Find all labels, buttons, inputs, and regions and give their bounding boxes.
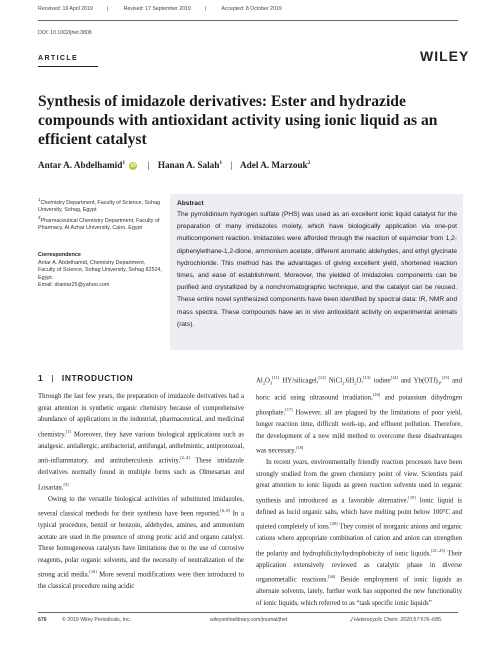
publisher-logo: WILEY bbox=[420, 48, 470, 64]
article-type-rule bbox=[38, 66, 98, 67]
citation[interactable]: [21–25] bbox=[431, 547, 445, 553]
history-divider: | bbox=[106, 6, 109, 12]
revised-date: Revised: 17 September 2019 bbox=[123, 6, 191, 12]
citation[interactable]: [19] bbox=[408, 494, 416, 500]
affiliation-marker: 1 bbox=[219, 160, 223, 166]
journal-url[interactable]: wileyonlinelibrary.com/journal/jhet bbox=[210, 617, 288, 623]
citation[interactable]: [26] bbox=[328, 574, 336, 580]
doi-link[interactable]: DOI: 10.1002/jhet.3808 bbox=[38, 30, 92, 36]
correspondence-heading: Correspondence bbox=[38, 252, 81, 258]
citation[interactable]: [1] bbox=[66, 428, 72, 434]
affiliation-2 bbox=[38, 214, 162, 233]
author-separator: | bbox=[230, 160, 233, 171]
section-title: INTRODUCTION bbox=[61, 373, 134, 383]
correspondence-email[interactable]: Email: drantar25@yahoo.com bbox=[38, 282, 110, 289]
citation[interactable]: [2–4] bbox=[180, 455, 190, 461]
correspondence-address: Antar A. Abdelhamid, Chemistry Department, Faculty of Science, Sohag University, Sohag 82524, Egypt. bbox=[38, 259, 162, 281]
page-number: 676 bbox=[38, 617, 47, 623]
affiliation-marker: 2 bbox=[38, 215, 41, 220]
journal-citation: J Heterocyclic Chem. 2020;57:676–685. bbox=[350, 617, 443, 623]
author-name[interactable]: Adel A. Marzouk bbox=[240, 160, 308, 171]
citation[interactable]: [11] bbox=[272, 375, 280, 380]
section-separator: | bbox=[51, 373, 54, 383]
citation[interactable]: [13] bbox=[363, 375, 371, 380]
article-history bbox=[38, 6, 296, 12]
author-list bbox=[38, 160, 310, 170]
affiliation-text: Pharmaceutical Chemistry Department, Faculty of Pharmacy, Al Azhar University, Cairo, Egypt bbox=[38, 217, 160, 232]
citation[interactable]: [16] bbox=[372, 392, 381, 398]
affiliation-marker: 2 bbox=[307, 160, 311, 166]
orcid-icon[interactable]: iD bbox=[130, 163, 136, 170]
abstract-text: The pyrrolidinium hydrogen sulfate (PHS) was used as an excellent ionic liquid catalyst for the preparation of many imidazoles moiety, which have biologically application via one-pot multicomponent reaction. Imidazoles were afforded through the reaction of equimolar from 1,2-diphenylethane-1,2-dione, ammonium acetate, different aromatic aldehydes, and ethyl glycinate hydrochloride. This method has the advantages of giving excellent yield, shortened reaction times, and ease of establishment. Moreover, the yielded of imidazoles components can be purified and crystallized by a nonchromatographic technique, and the catalyst can be reused. These entire novel synthesized components have been identified by spectral data: IR, NMR and mass spectra. These compounds have an in vivo antioxidant activity on experimental animals (rats). bbox=[177, 211, 457, 328]
author-name[interactable]: Hanan A. Salah bbox=[157, 160, 220, 171]
paragraph: $Al_2O_3[11]$ HY/silicagel,[12] $NiCl_2.6H_2O,[13]$ iodine[14] and $Yb(OTf)_3,[15]$ and boric acid using ultrasound irradiation,[16] and potassium dihydrogen phosphate.[17] However, all are plagued by the limitations of poor yield, longer reaction time, difficult work-up, and effluent pollution. Therefore, the development of a new mild method to overcome these disadvantages was necessary.[18] bbox=[256, 375, 463, 455]
citation[interactable]: [6–9] bbox=[220, 508, 230, 514]
received-date: Received: 19 April 2019 bbox=[38, 6, 93, 12]
citation[interactable]: [12] bbox=[318, 375, 326, 380]
citation[interactable]: [15] bbox=[441, 375, 450, 380]
article-title: Synthesis of imidazole derivatives: Ester and hydrazide compounds with antioxidant activity using ionic liquid as an efficient catalyst bbox=[38, 93, 438, 148]
body-column-left bbox=[38, 391, 244, 593]
author-name[interactable]: Antar A. Abdelhamid bbox=[38, 160, 123, 171]
correspondence bbox=[38, 252, 162, 290]
header-rule bbox=[38, 20, 458, 21]
author-separator: | bbox=[147, 160, 150, 171]
citation[interactable]: [5] bbox=[63, 481, 69, 487]
footer-rule bbox=[38, 612, 458, 613]
copyright-notice: © 2019 Wiley Periodicals, Inc. bbox=[62, 617, 131, 623]
citation[interactable]: [20] bbox=[330, 521, 338, 527]
affiliation-marker: 1 bbox=[122, 160, 126, 166]
citation[interactable]: [17] bbox=[285, 407, 293, 413]
history-divider: | bbox=[204, 6, 207, 12]
affiliation-text: Chemistry Department, Faculty of Science, Sohag University, Sohag, Egypt bbox=[38, 199, 161, 214]
section-heading bbox=[38, 373, 133, 383]
body-column-right bbox=[256, 372, 462, 609]
paragraph: In recent years, environmentally friendly reaction processes have been strongly studied from the green chemistry point of view. Scientists paid great attention to ionic liquids as green reaction solvents used in organic synthesis and introduced as a favorable alternative.[19] Ionic liquid is defined as lucid organic salts, which have melting point below 100°C and quieted completely of ions.[20] They consist of inorganic anions and organic cations where appropriate combination of cation and anion can strengthen the polarity and hydrophilicity/hydrophobicity of ionic liquids.[21–25] Their application extensively reviewed as catalytic phase in diverse organometallic reactions.[26] Beside employment of ionic liquids as alternate solvents, lately, further work has supported the new functionality of ionic liquids, which referred to as “task specific ionic liquids” bbox=[256, 458, 463, 607]
article-type-label: ARTICLE bbox=[38, 55, 79, 62]
section-number: 1 bbox=[38, 373, 44, 383]
abstract-heading: Abstract bbox=[177, 200, 204, 207]
accepted-date: Accepted: 8 October 2019 bbox=[221, 6, 282, 12]
affiliation-marker: 1 bbox=[38, 197, 41, 202]
citation[interactable]: [10] bbox=[89, 569, 97, 575]
affiliation-1 bbox=[38, 196, 162, 215]
paragraph: Owing to the versatile biological activities of substituted imidazoles, several classical methods for their synthesis have been reported.[6–9] In a typical procedure, benzil or benzoin, aldehydes, amines, and ammonium acetate are used in the presence of strong protic acid and organo catalyst. These homogeneous catalysts have limitations due to the use of corrosive reagents, polar organic solvents, and the necessity of neutralization of the strong acid media.[10] More several modifications were then introduced to the classical procedure using acidic bbox=[38, 495, 244, 591]
citation[interactable]: [14] bbox=[390, 375, 398, 380]
paragraph: Through the last few years, the preparation of imidazole derivatives had a great attention in synthetic organic chemistry because of comprehensive abundance of applications in the industrial, pharmaceutical, and medicinal chemistry.[1] Moreover, they have various biological applications such as analgesic, antiallergic, antibacterial, antifungal, anthelmintic, antiprotozoal, anti-inflammatory, and antituberculosis activity.[2–4] These imidazole derivatives normally found in multiple forms such as Olmesartan and Losartan.[5] bbox=[38, 393, 244, 491]
citation[interactable]: [18] bbox=[295, 445, 304, 451]
